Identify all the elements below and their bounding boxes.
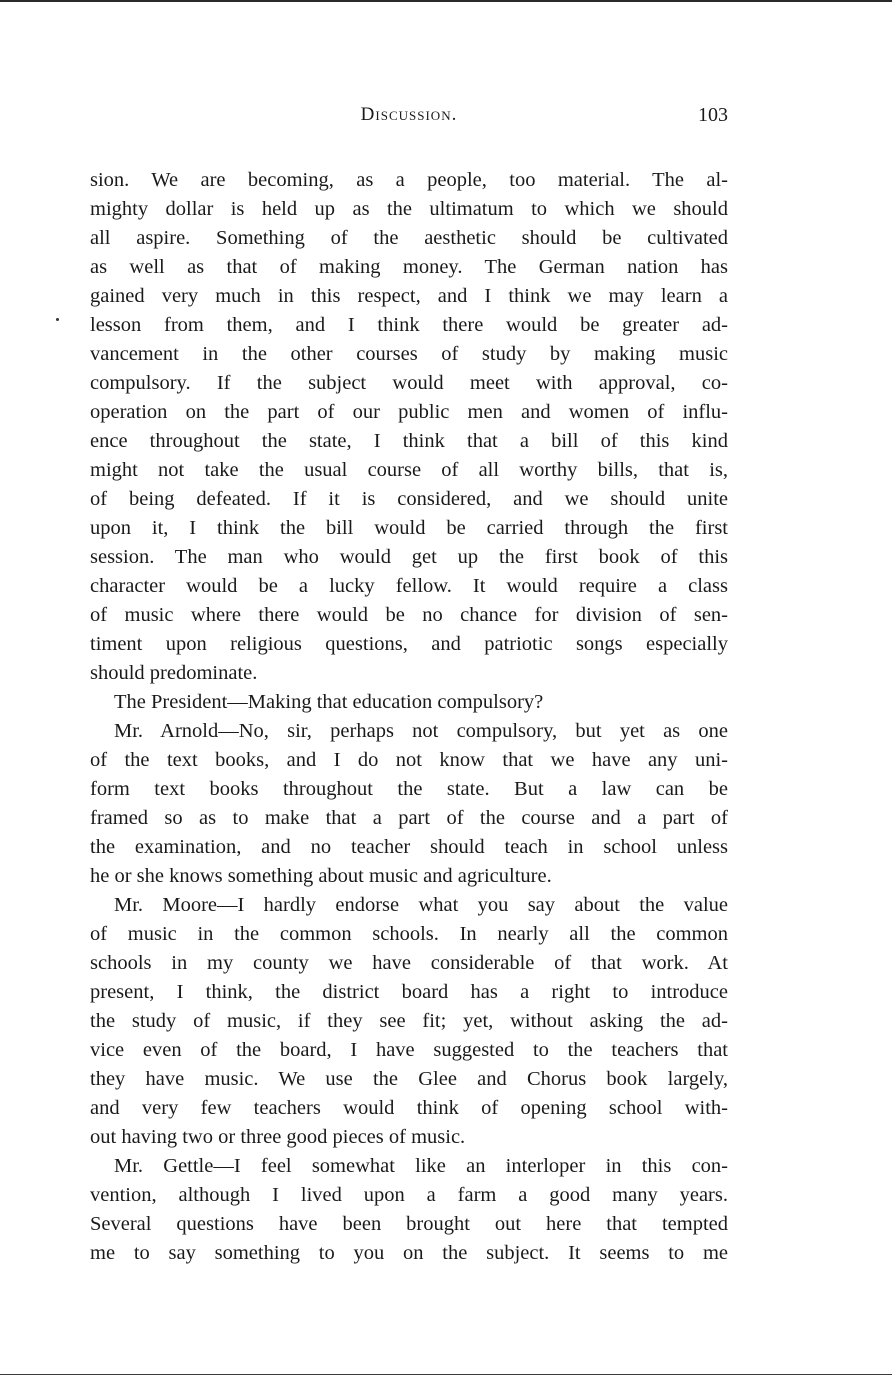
speaker-line-gettle: Mr. Gettle—I feel somewhat like an interloper in this con- [114,1155,728,1177]
text-line: might not take the usual course of all worthy bills, that is, [90,459,728,481]
text-line: vancement in the other courses of study by making music [90,343,728,365]
text-line: upon it, I think the bill would be carried through the first [90,517,728,539]
speaker-line-moore: Mr. Moore—I hardly endorse what you say about the value [114,894,728,916]
text-line: character would be a lucky fellow. It would require a class [90,575,728,597]
text-line: ence throughout the state, I think that a bill of this kind [90,430,728,452]
text-line: me to say something to you on the subject. It seems to me [90,1242,728,1264]
body-text [90,166,728,1268]
text-line: form text books throughout the state. But a law can be [90,778,728,800]
text-line: operation on the part of our public men and women of influ- [90,401,728,423]
text-line: he or she knows something about music and agriculture. [90,865,552,887]
text-line: the study of music, if they see fit; yet, without asking the ad- [90,1010,728,1032]
text-line: timent upon religious questions, and patriotic songs especially [90,633,728,655]
text-line: gained very much in this respect, and I think we may learn a [90,285,728,307]
text-line: of music in the common schools. In nearly all the common [90,923,728,945]
running-head-title: Discussion. [360,104,458,125]
text-line: mighty dollar is held up as the ultimatum to which we should [90,198,728,220]
text-line: they have music. We use the Glee and Chorus book largely, [90,1068,728,1090]
text-line: schools in my county we have considerable of that work. At [90,952,728,974]
text-line: should predominate. [90,662,258,684]
page-number: 103 [698,104,728,126]
text-line: the examination, and no teacher should teach in school unless [90,836,728,858]
text-line: sion. We are becoming, as a people, too material. The al- [90,169,728,191]
text-line: all aspire. Something of the aesthetic should be cultivated [90,227,728,249]
text-line: lesson from them, and I think there would be greater ad- [90,314,728,336]
speaker-line-president: The President—Making that education compulsory? [114,691,544,713]
text-line: compulsory. If the subject would meet with approval, co- [90,372,728,394]
text-line: present, I think, the district board has a right to introduce [90,981,728,1003]
speaker-line-arnold: Mr. Arnold—No, sir, perhaps not compulsory, but yet as one [114,720,728,742]
text-line: vice even of the board, I have suggested to the teachers that [90,1039,728,1061]
text-line: session. The man who would get up the first book of this [90,546,728,568]
text-line: of the text books, and I do not know that we have any uni- [90,749,728,771]
margin-speck [56,318,59,321]
bottom-page-edge-rule [0,1374,892,1375]
text-line: as well as that of making money. The German nation has [90,256,728,278]
text-line: out having two or three good pieces of music. [90,1126,466,1148]
running-head [90,104,728,132]
text-line: of being defeated. If it is considered, and we should unite [90,488,728,510]
text-line: of music where there would be no chance for division of sen- [90,604,728,626]
top-page-edge-rule [0,0,892,2]
text-line: vention, although I lived upon a farm a good many years. [90,1184,728,1206]
text-line: and very few teachers would think of opening school with- [90,1097,728,1119]
text-line: Several questions have been brought out here that tempted [90,1213,728,1235]
text-line: framed so as to make that a part of the course and a part of [90,807,728,829]
